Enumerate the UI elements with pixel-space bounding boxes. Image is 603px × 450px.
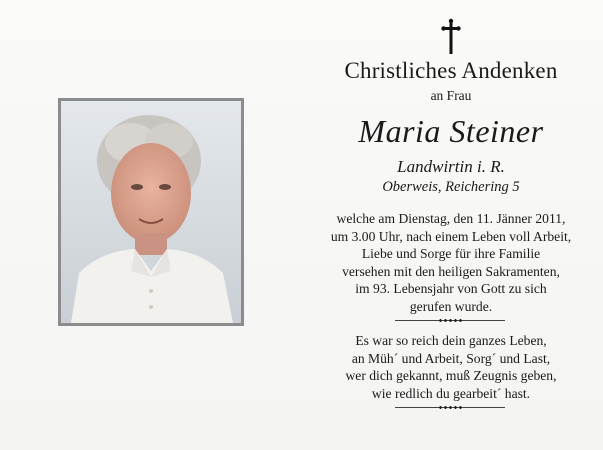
- ornament-divider: [395, 405, 505, 411]
- notice-line: im 93. Lebensjahr von Gott zu sich: [355, 281, 547, 297]
- death-notice-text: [312, 210, 590, 316]
- notice-line: versehen mit den heiligen Sakramenten,: [342, 263, 560, 279]
- notice-line: Liebe und Sorge für ihre Familie: [361, 246, 541, 262]
- notice-line: gerufen wurde.: [409, 298, 493, 314]
- notice-line: welche am Dienstag, den 11. Jänner 2011,: [336, 211, 566, 226]
- notice-line: um 3.00 Uhr, nach einem Leben voll Arbeit,: [330, 228, 572, 244]
- portrait-image: [61, 101, 241, 323]
- poem: [312, 332, 590, 402]
- portrait-photo: [58, 98, 244, 326]
- occupation: Landwirtin i. R.: [397, 157, 505, 176]
- poem-line: an Müh´ und Arbeit, Sorg´ und Last,: [351, 350, 551, 366]
- poem-line: wie redlich du gearbeit´ hast.: [371, 385, 531, 401]
- subheading: an Frau: [430, 88, 472, 103]
- heading: Christliches Andenken: [344, 58, 558, 83]
- deceased-name: Maria Steiner: [358, 113, 544, 149]
- poem-line: wer dich gekannt, muß Zeugnis geben,: [345, 368, 557, 384]
- cross-icon: [441, 18, 461, 61]
- ornament-divider: [395, 318, 505, 324]
- address: Oberweis, Reichering 5: [382, 179, 520, 195]
- poem-line: Es war so reich dein ganzes Leben,: [355, 333, 547, 348]
